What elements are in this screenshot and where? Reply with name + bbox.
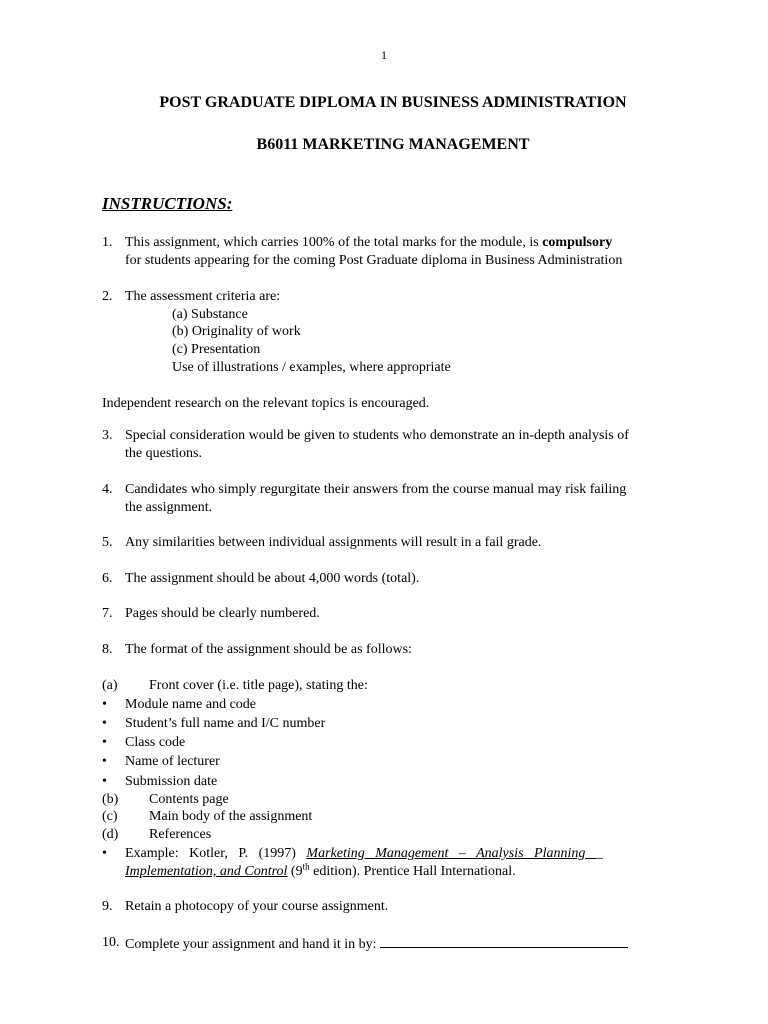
example-edition-open: (9 [287,864,303,879]
bullet-icon: • [102,846,107,861]
item-1-number: 1. [102,235,113,250]
example-book-subtitle: Implementation, and Control [125,864,288,879]
item-10-text: Complete your assignment and hand it in by: [125,937,381,952]
format-d-letter: (d) [102,827,119,842]
item-1-line-1 [125,234,612,252]
item-5-number: 5. [102,535,113,550]
module-title: B6011 MARKETING MANAGEMENT [256,136,530,153]
bullet-icon: • [102,735,107,750]
criteria-substance: (a) Substance [172,307,248,322]
compulsory-emphasis: compulsory [542,235,613,250]
bullet-icon: • [102,716,107,731]
item-6-text: The assignment should be about 4,000 words (total). [125,571,420,586]
program-title: POST GRADUATE DIPLOMA IN BUSINESS ADMINISTRATION [159,94,627,111]
cover-item-class: Class code [125,735,186,750]
cover-item-student: Student’s full name and I/C number [125,716,326,731]
example-line-2 [125,863,516,881]
format-a-text: Front cover (i.e. title page), stating the: [149,678,368,693]
criteria-presentation: (c) Presentation [172,342,261,357]
item-6-number: 6. [102,571,113,586]
item-4-line-1: Candidates who simply regurgitate their answers from the course manual may risk failing [125,482,627,497]
item-10-number: 10. [102,935,120,950]
format-b-letter: (b) [102,792,119,807]
bullet-icon: • [102,754,107,769]
cover-item-module: Module name and code [125,697,257,712]
item-7-number: 7. [102,606,113,621]
format-a-letter: (a) [102,678,118,693]
bullet-icon: • [102,697,107,712]
item-5-text: Any similarities between individual assignments will result in a fail grade. [125,535,542,550]
item-1-line-2: for students appearing for the coming Post Graduate diploma in Business Administration [125,253,623,268]
item-9-text: Retain a photocopy of your course assignment. [125,899,389,914]
criteria-originality: (b) Originality of work [172,324,301,339]
criteria-illustrations: Use of illustrations / examples, where appropriate [172,360,451,375]
format-c-text: Main body of the assignment [149,809,313,824]
item-3-line-2: the questions. [125,446,202,461]
independent-research-note: Independent research on the relevant topics is encouraged. [102,396,430,411]
item-2-number: 2. [102,289,113,304]
item-8-text: The format of the assignment should be as follows: [125,642,412,657]
example-underscore: _ [595,846,603,861]
example-edition-sup: th [302,861,310,872]
item-8-number: 8. [102,642,113,657]
bullet-icon: • [102,774,107,789]
item-9-number: 9. [102,899,113,914]
example-book-title: Marketing Management – Analysis Planning [306,846,596,861]
item-3-number: 3. [102,428,113,443]
item-4-number: 4. [102,482,113,497]
item-3-line-1: Special consideration would be given to students who demonstrate an in-depth analysis of [125,428,629,443]
item-10-line [125,934,628,954]
format-d-text: References [149,827,212,842]
item-1-text: This assignment, which carries 100% of the total marks for the module, is [125,235,543,250]
item-4-line-2: the assignment. [125,500,213,515]
cover-item-submission: Submission date [125,774,218,789]
format-c-letter: (c) [102,809,118,824]
page-number: 1 [381,48,387,62]
cover-item-lecturer: Name of lecturer [125,754,220,769]
instructions-heading: INSTRUCTIONS: [102,194,233,213]
item-2-text: The assessment criteria are: [125,289,281,304]
item-7-text: Pages should be clearly numbered. [125,606,320,621]
format-b-text: Contents page [149,792,229,807]
example-author: Example: Kotler, P. (1997) [125,846,307,861]
due-date-blank [380,934,628,948]
example-publisher: edition). Prentice Hall International. [309,864,516,879]
example-line-1 [125,845,697,863]
